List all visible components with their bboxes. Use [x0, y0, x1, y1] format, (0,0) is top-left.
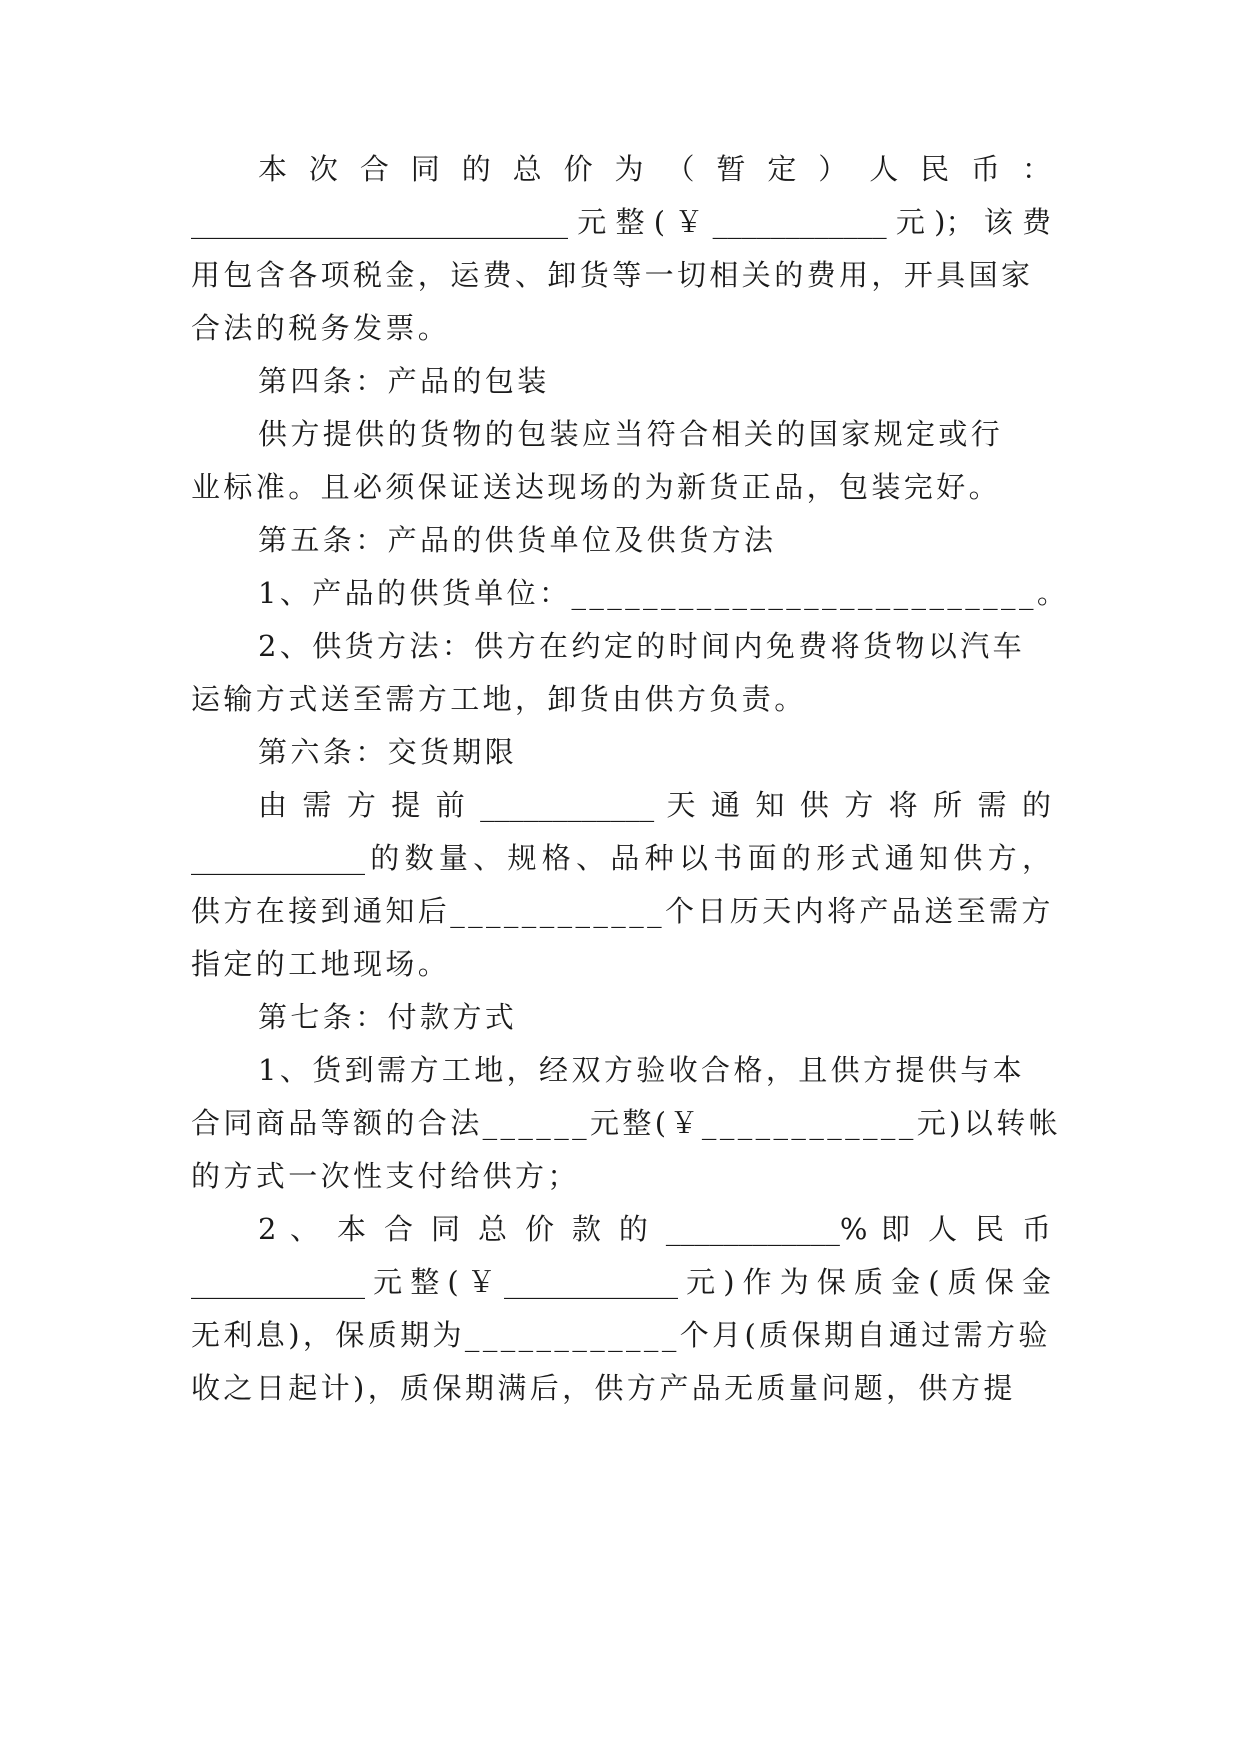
paragraph-line: 无利息)，保质期为____________个月(质保期自通过需方验: [191, 1318, 1051, 1352]
paragraph-line: 用包含各项税金，运费、卸货等一切相关的费用，开具国家: [191, 258, 1034, 292]
paragraph-line: 1、货到需方工地，经双方验收合格，且供方提供与本: [258, 1053, 1026, 1087]
paragraph-line: 由 需 方 提 前 ____________ 天 通 知 供 方 将 所 需 的: [258, 788, 1051, 822]
paragraph-line: 供方在接到通知后____________个日历天内将产品送至需方: [191, 894, 1054, 928]
paragraph-line: 2、供货方法：供方在约定的时间内免费将货物以汽车: [258, 629, 1026, 663]
paragraph-line: 业标准。且必须保证送达现场的为新货正品，包装完好。: [191, 470, 1002, 504]
paragraph-line: 的方式一次性支付给供方；: [191, 1159, 580, 1193]
paragraph-line: 收之日起计)，质保期满后，供方产品无质量问题，供方提: [191, 1371, 1016, 1405]
paragraph-line: 合同商品等额的合法______元整(￥____________元)以转帐: [191, 1106, 1062, 1140]
paragraph-line: 供方提供的货物的包装应当符合相关的国家规定或行: [258, 417, 1004, 451]
paragraph-line: 1、产品的供货单位：__________________________。: [258, 576, 1070, 610]
section-heading: 第六条：交货期限: [258, 735, 518, 769]
paragraph-line: __________________________元整(￥____________元)；该费: [191, 205, 1051, 239]
section-heading: 第七条：付款方式: [258, 1000, 518, 1034]
paragraph-line: 本 次 合 同 的 总 价 为 （ 暂 定 ） 人 民 币 ：: [258, 152, 1051, 186]
section-heading: 第五条：产品的供货单位及供货方法: [258, 523, 777, 557]
paragraph-line: 合法的税务发票。: [191, 311, 451, 345]
paragraph-line: ____________元整(￥____________元)作为保质金(质保金: [191, 1265, 1051, 1299]
paragraph-line: 运输方式送至需方工地，卸货由供方负责。: [191, 682, 807, 716]
section-heading: 第四条：产品的包装: [258, 364, 550, 398]
paragraph-line: 2 、 本 合 同 总 价 款 的 ____________% 即 人 民 币: [258, 1212, 1051, 1246]
paragraph-line: 指定的工地现场。: [191, 947, 451, 981]
paragraph-line: ____________的数量、规格、品种以书面的形式通知供方，: [191, 841, 1051, 875]
